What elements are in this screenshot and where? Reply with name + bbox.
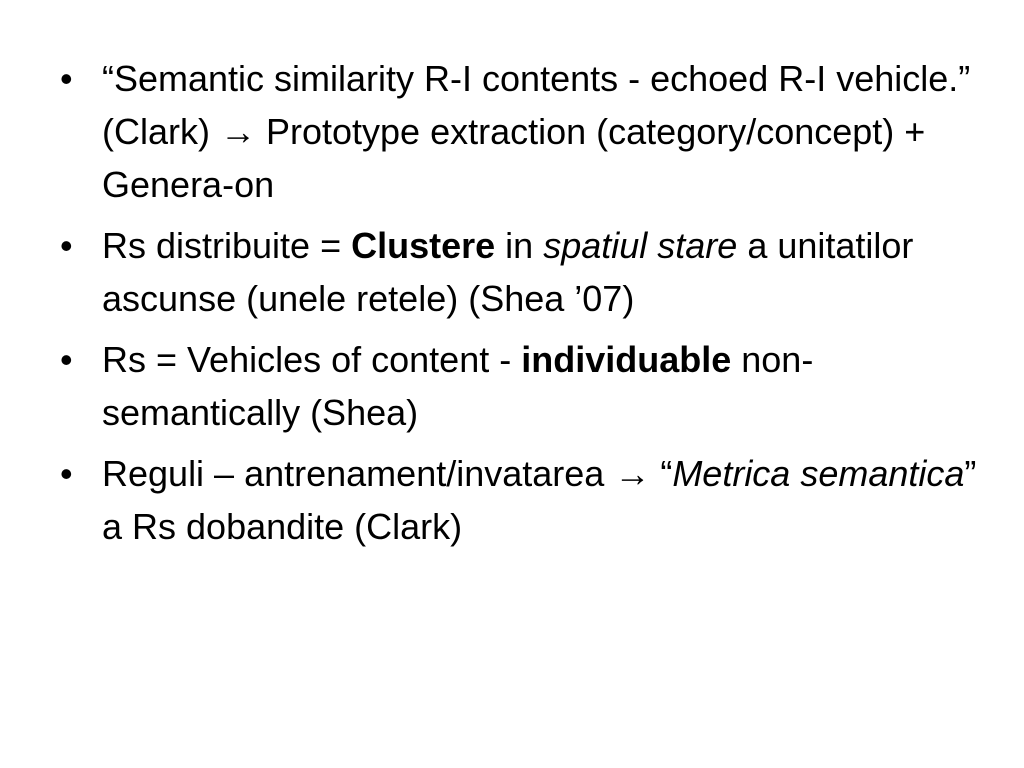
bullet-icon: • <box>60 225 73 266</box>
bold-term: Clustere <box>351 225 496 266</box>
bullet-icon: • <box>60 58 73 99</box>
bullet-item <box>56 447 986 553</box>
bullet-item <box>56 219 986 325</box>
bullet-text: non-semantically (Shea) <box>102 339 814 433</box>
bullet-icon: • <box>60 453 73 494</box>
bullet-list <box>56 52 986 561</box>
bullet-text: in <box>495 225 544 266</box>
bullet-icon: • <box>60 339 73 380</box>
bullet-item <box>56 333 986 439</box>
bullet-item <box>56 52 986 211</box>
bullet-text: a unitatilor ascunse (unele retele) (Shea ’07) <box>102 225 914 319</box>
italic-term: spatiul stare <box>543 225 738 266</box>
bullet-text: Rs distribuite = <box>102 225 352 266</box>
bullet-text: Rs = Vehicles of content - <box>102 339 522 380</box>
bullet-text: Reguli – antrenament/invatarea → “ <box>102 453 673 494</box>
bullet-text: ” a Rs dobandite (Clark) <box>102 453 977 547</box>
bullet-text: “Semantic similarity R-I contents - echoed R-I vehicle.” (Clark) → Prototype extraction (category/concept) + Genera-on <box>102 58 971 205</box>
bold-term: individuable <box>521 339 732 380</box>
italic-term: Metrica semantica <box>672 453 965 494</box>
